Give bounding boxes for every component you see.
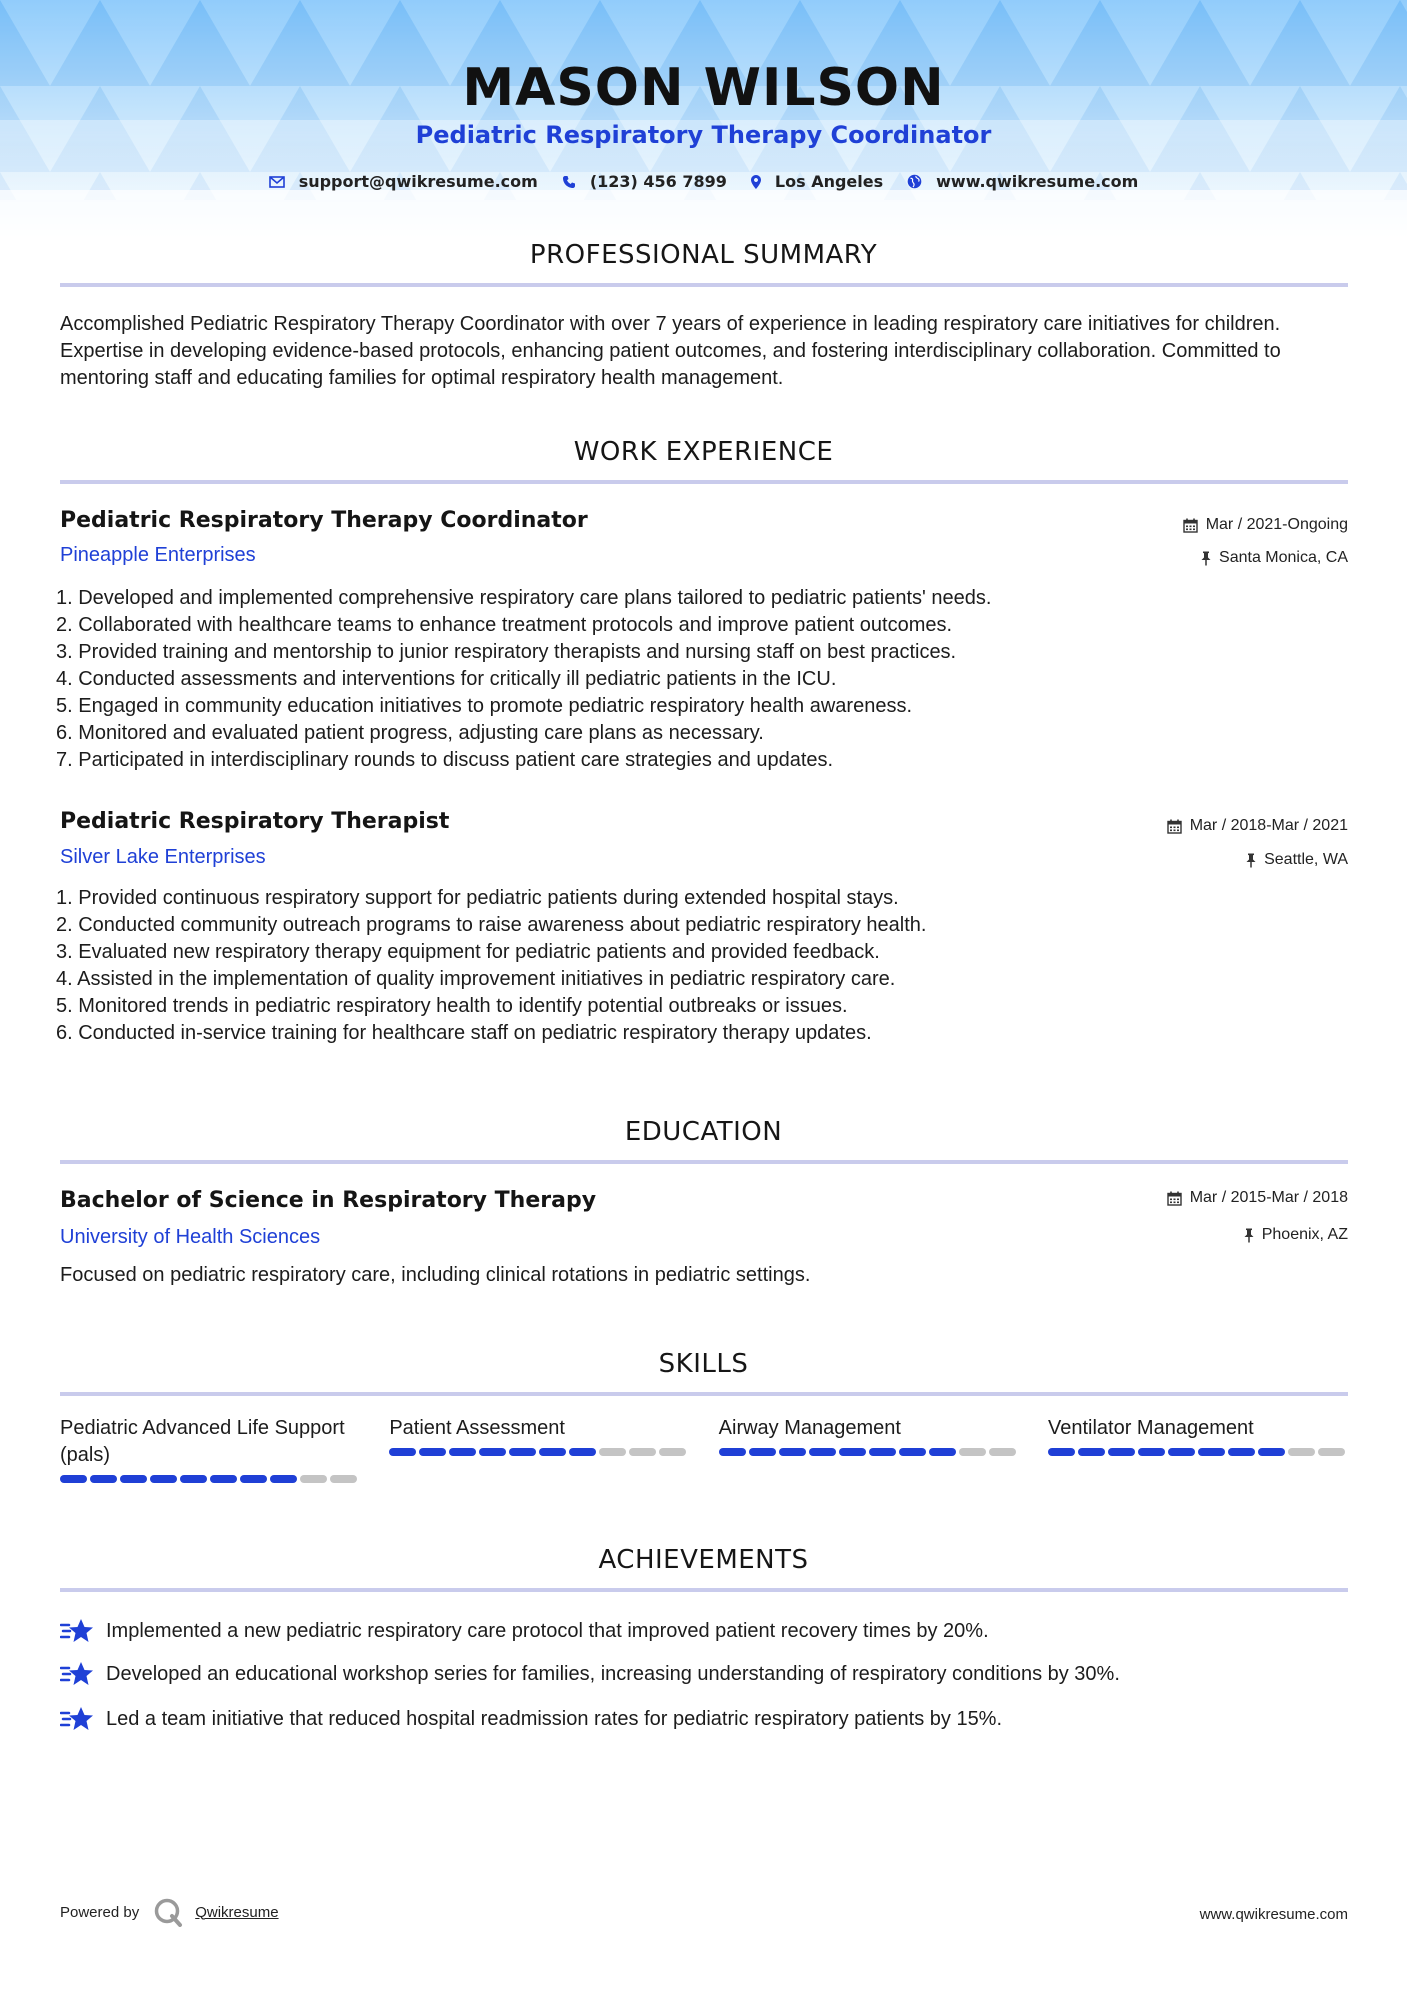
contact-website-text: www.qwikresume.com (936, 172, 1139, 191)
candidate-title: Pediatric Respiratory Therapy Coordinator (415, 121, 992, 149)
list-item: 4. Conducted assessments and interventions for critically ill pediatric patients in the ICU. (56, 668, 837, 690)
job-1-location (1201, 549, 1348, 567)
list-item: 2. Collaborated with healthcare teams to enhance treatment protocols and improve patient outcomes. (56, 614, 953, 636)
job-1-dates (1183, 516, 1348, 534)
skill-segment-empty (330, 1475, 357, 1483)
skill-segment-filled (1048, 1448, 1075, 1456)
skill-segment-filled (779, 1448, 806, 1456)
skill-item (1048, 1415, 1348, 1483)
job-1-location-text: Santa Monica, CA (1219, 549, 1348, 566)
skill-segment-filled (809, 1448, 836, 1456)
skill-segment-filled (1138, 1448, 1165, 1456)
education-location (1244, 1226, 1348, 1244)
skill-segment-filled (60, 1475, 87, 1483)
skill-name: Ventilator Management (1047, 1417, 1254, 1439)
skill-segment-filled (389, 1448, 416, 1456)
skill-segment-filled (1168, 1448, 1195, 1456)
skill-level-bar (60, 1475, 360, 1483)
education-divider (60, 1160, 1348, 1164)
skill-segment-filled (180, 1475, 207, 1483)
skill-segment-filled (1108, 1448, 1135, 1456)
job-2-title: Pediatric Respiratory Therapist (60, 809, 450, 834)
job-1-bullets (56, 585, 1346, 774)
skill-segment-filled (150, 1475, 177, 1483)
summary-text: Accomplished Pediatric Respiratory Therapy Coordinator with over 7 years of experience in leading respiratory care initiatives for children. Expertise in developing evidence-based protocols, enhancing patient outcomes, and fostering interdisciplinary collaboration. Committed to mentoring staff and educating families for optimal respiratory health management. (60, 313, 1281, 389)
footer-website[interactable]: www.qwikresume.com (1199, 1906, 1348, 1923)
skill-segment-filled (120, 1475, 147, 1483)
contact-location-text: Los Angeles (774, 172, 884, 191)
job-1-title: Pediatric Respiratory Therapy Coordinator (60, 508, 588, 533)
skill-segment-filled (1228, 1448, 1255, 1456)
job-2-location (1246, 851, 1348, 869)
achievement-text: Led a team initiative that reduced hospital readmission rates for pediatric respiratory patients by 15%. (106, 1707, 1003, 1730)
job-1-dates-text: Mar / 2021-Ongoing (1205, 516, 1348, 533)
list-item: 7. Participated in interdisciplinary rounds to discuss patient care strategies and updates. (56, 749, 834, 771)
education-description: Focused on pediatric respiratory care, including clinical rotations in pediatric settings. (60, 1264, 811, 1286)
skills-list (60, 1415, 1348, 1483)
calendar-icon (1183, 518, 1198, 533)
list-item: 4. Assisted in the implementation of quality improvement initiatives in pediatric respiratory care. (56, 968, 896, 990)
skill-name: Patient Assessment (389, 1417, 565, 1439)
skills-heading: SKILLS (658, 1349, 749, 1379)
experience-divider (60, 480, 1348, 484)
skill-segment-filled (839, 1448, 866, 1456)
contact-email-text: support@qwikresume.com (298, 172, 538, 191)
powered-by-label: Powered by (60, 1903, 140, 1921)
achievement-text: Developed an educational workshop series for families, increasing understanding of respiratory conditions by 30%. (106, 1662, 1120, 1685)
list-item: 6. Conducted in-service training for healthcare staff on pediatric respiratory therapy updates. (56, 1022, 872, 1044)
skill-segment-filled (509, 1448, 536, 1456)
list-item: 5. Monitored trends in pediatric respiratory health to identify potential outbreaks or issues. (56, 995, 848, 1017)
star-icon (60, 1617, 94, 1645)
experience-heading: WORK EXPERIENCE (573, 437, 834, 467)
skill-segment-filled (270, 1475, 297, 1483)
skill-segment-filled (569, 1448, 596, 1456)
skill-level-bar (719, 1448, 1019, 1456)
job-2-company: Silver Lake Enterprises (60, 846, 266, 868)
job-2-location-text: Seattle, WA (1264, 851, 1348, 868)
contact-phone[interactable] (562, 172, 727, 191)
contact-phone-text: (123) 456 7899 (589, 172, 727, 191)
skill-segment-filled (899, 1448, 926, 1456)
skill-level-bar (1048, 1448, 1348, 1456)
summary-divider (60, 283, 1348, 287)
globe-icon (907, 174, 922, 189)
skill-segment-empty (989, 1448, 1016, 1456)
pushpin-icon (1201, 551, 1211, 566)
skill-segment-filled (929, 1448, 956, 1456)
skill-segment-empty (599, 1448, 626, 1456)
education-degree: Bachelor of Science in Respiratory Therapy (60, 1188, 597, 1213)
contact-bar (0, 172, 1407, 191)
skill-level-bar (389, 1448, 689, 1456)
skill-segment-empty (659, 1448, 686, 1456)
skill-segment-filled (240, 1475, 267, 1483)
list-item: 3. Provided training and mentorship to junior respiratory therapists and nursing staff on best practices. (56, 641, 957, 663)
skill-segment-filled (210, 1475, 237, 1483)
skill-segment-filled (479, 1448, 506, 1456)
contact-location (751, 172, 883, 191)
skill-name: Pediatric Advanced Life Support (pals) (60, 1417, 345, 1466)
education-dates (1167, 1189, 1348, 1207)
calendar-icon (1167, 1191, 1182, 1206)
skill-item (60, 1415, 360, 1483)
skill-segment-filled (449, 1448, 476, 1456)
skill-segment-empty (1318, 1448, 1345, 1456)
skill-segment-filled (719, 1448, 746, 1456)
contact-email[interactable] (269, 172, 538, 191)
list-item: 1. Developed and implemented comprehensive respiratory care plans tailored to pediatric patients' needs. (56, 587, 992, 609)
job-2-bullets (56, 885, 1346, 1047)
pushpin-icon (1244, 1228, 1254, 1243)
achievements-heading: ACHIEVEMENTS (598, 1545, 809, 1575)
skill-segment-empty (1288, 1448, 1315, 1456)
list-item: 5. Engaged in community education initiatives to promote pediatric respiratory health awareness. (56, 695, 913, 717)
calendar-icon (1167, 819, 1182, 834)
skill-segment-filled (1258, 1448, 1285, 1456)
education-dates-text: Mar / 2015-Mar / 2018 (1189, 1189, 1348, 1206)
job-2-dates (1167, 817, 1348, 835)
job-2-dates-text: Mar / 2018-Mar / 2021 (1189, 817, 1348, 834)
skill-item (389, 1415, 689, 1483)
contact-website[interactable] (907, 172, 1138, 191)
summary-heading: PROFESSIONAL SUMMARY (529, 240, 878, 270)
skill-segment-empty (629, 1448, 656, 1456)
skill-segment-empty (959, 1448, 986, 1456)
list-item: 2. Conducted community outreach programs to raise awareness about pediatric respiratory health. (56, 914, 927, 936)
achievement-item (60, 1617, 989, 1645)
list-item: 1. Provided continuous respiratory support for pediatric patients during extended hospital stays. (56, 887, 899, 909)
achievement-item (60, 1705, 1002, 1733)
achievement-item (60, 1660, 1120, 1688)
list-item: 6. Monitored and evaluated patient progress, adjusting care plans as necessary. (56, 722, 764, 744)
qwikresume-link[interactable]: Qwikresume (195, 1903, 279, 1921)
skill-segment-filled (419, 1448, 446, 1456)
phone-icon (562, 175, 576, 189)
pushpin-icon (1246, 853, 1256, 868)
education-location-text: Phoenix, AZ (1261, 1226, 1348, 1243)
star-icon (60, 1660, 94, 1688)
achievements-divider (60, 1588, 1348, 1592)
map-pin-icon (751, 175, 761, 189)
achievement-text: Implemented a new pediatric respiratory care protocol that improved patient recovery times by 20%. (106, 1619, 989, 1642)
envelope-icon (269, 176, 285, 188)
education-heading: EDUCATION (624, 1117, 783, 1147)
skill-segment-empty (300, 1475, 327, 1483)
skill-name: Airway Management (718, 1417, 901, 1439)
skill-segment-filled (539, 1448, 566, 1456)
skill-segment-filled (90, 1475, 117, 1483)
education-school: University of Health Sciences (60, 1226, 321, 1248)
qwikresume-logo-icon (153, 1897, 183, 1927)
job-1-company: Pineapple Enterprises (60, 544, 256, 566)
skill-segment-filled (1198, 1448, 1225, 1456)
skill-segment-filled (1078, 1448, 1105, 1456)
skill-segment-filled (869, 1448, 896, 1456)
footer-powered-by (60, 1897, 279, 1927)
candidate-name: MASON WILSON (462, 58, 945, 118)
list-item: 3. Evaluated new respiratory therapy equipment for pediatric patients and provided feedback. (56, 941, 880, 963)
star-icon (60, 1705, 94, 1733)
skills-divider (60, 1392, 1348, 1396)
skill-item (719, 1415, 1019, 1483)
skill-segment-filled (749, 1448, 776, 1456)
